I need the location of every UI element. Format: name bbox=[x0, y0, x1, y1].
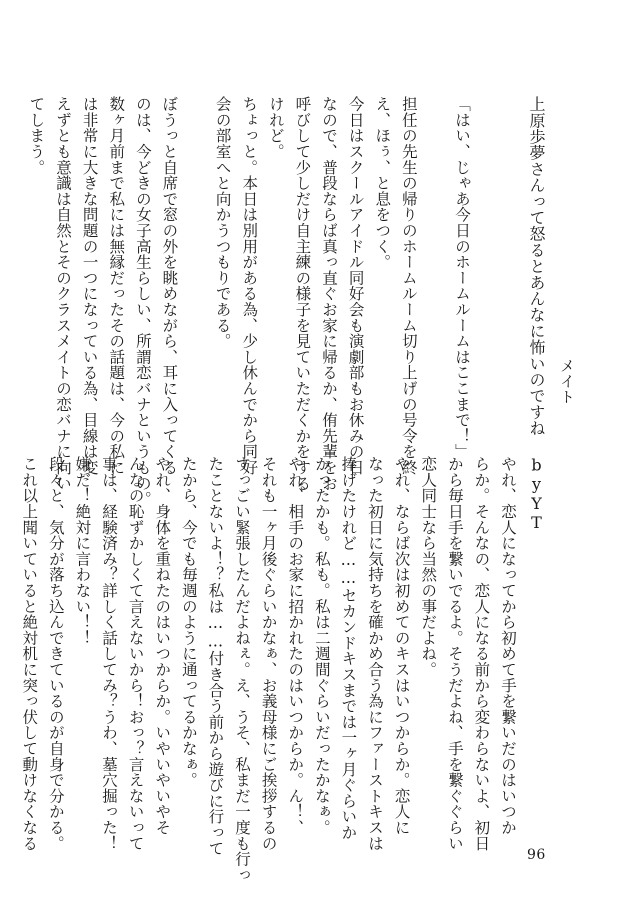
text-line: けれど。 bbox=[266, 96, 285, 160]
text-line: たから、今でも毎週のように通ってるかなぁ。 bbox=[179, 456, 198, 788]
text-line: やれ、相手のお家に招かれたのはいつからか。ん！、 bbox=[286, 456, 305, 836]
text-line: 捧げたけれど……セカンドキスまでは一ヶ月ぐらいか bbox=[339, 456, 358, 841]
text-line: らか。そんなの、恋人になる前から変わらないよ、初日 bbox=[472, 456, 491, 851]
story-title: 上原歩夢さんって怒るとあんなに怖いのですね byYT bbox=[527, 96, 546, 533]
text-line: たことないよ！？私は……付き合う前から遊びに行って bbox=[206, 456, 225, 856]
text-line: 数ヶ月前まで私には無縁だったその話題は、今の私に bbox=[107, 96, 126, 476]
text-line: から毎日手を繋いでるよ。そうだよね、手を繋ぐぐらい bbox=[445, 456, 464, 851]
text-line: 嫌だ！絶対に言わない！！ bbox=[73, 456, 92, 646]
text-line: かったかも。私も。私は二週間ぐらいだったかなぁ。 bbox=[312, 456, 331, 836]
text-line: んなの恥ずかしくて言えないから！おっ？言えないって bbox=[126, 456, 145, 851]
text-line: 段々と、気分が落ち込んできているのが自身で分かる。 bbox=[46, 456, 65, 851]
text-line: 今日はスクールアイドル同好会も演劇部もお休みの日 bbox=[346, 96, 365, 476]
text-line: やれ、ならば次は初めてのキスはいつからか。恋人に bbox=[392, 456, 411, 836]
text-line: これ以上聞いていると絶対机に突っ伏して動けなくなる bbox=[20, 456, 39, 851]
text-line: え、ほぅ、と息をつく。 bbox=[373, 96, 392, 270]
text-line: 会の部室へと向かうつもりである。 bbox=[213, 96, 232, 349]
text-line: すっごい緊張したんだよねぇ。え、うそ、私まだ一度も行っ bbox=[233, 456, 251, 883]
text-line: 担任の先生の帰りのホームルーム切り上げの号令を終 bbox=[399, 96, 418, 476]
text-line: 恋人同士なら当然の事だよね。 bbox=[419, 456, 438, 678]
text-line: ぼうっと自席で窓の外を眺めながら、耳に入ってくる bbox=[160, 96, 179, 476]
text-line: 「はい、じゃあ今日のホームルームはここまで！」 bbox=[453, 96, 471, 460]
text-line: やれ、恋人になってから初めて手を繋いだのはいつか bbox=[499, 456, 517, 836]
text-line: なった初日に気持ちを確かめ合う為にファーストキスは bbox=[366, 456, 384, 851]
text-line: てしまう。 bbox=[27, 96, 46, 175]
story-author: メイト bbox=[558, 358, 576, 404]
text-line: えずとも意識は自然とそのクラスメイトの恋バナに向い bbox=[54, 96, 72, 491]
text-line: ちょっと。本日は別用がある為、少し休んでから同好 bbox=[240, 96, 259, 476]
text-line: なので、普段ならば真っ直ぐお家に帰るか、侑先輩をお bbox=[320, 96, 338, 491]
page-number: 96 bbox=[527, 847, 546, 863]
text-line: 呼びして少しだけ自主練の様子を見ていただくかをする bbox=[293, 96, 312, 491]
text-line: のは、今どきの女子高生らしい、所謂恋バナというもの。 bbox=[133, 96, 152, 507]
text-line: 事は、経験済み？詳しく話してみ？うわ、墓穴掘った！ bbox=[100, 456, 118, 851]
text-line: それも一ヶ月後ぐらいかなぁ、お義母様にご挨拶するの bbox=[259, 456, 278, 851]
text-line: は非常に大きな問題の一つになっている為、目線は変 bbox=[80, 96, 99, 476]
text-line: やれ、身体を重ねたのはいつからか。いやいやいやそ bbox=[153, 456, 172, 836]
